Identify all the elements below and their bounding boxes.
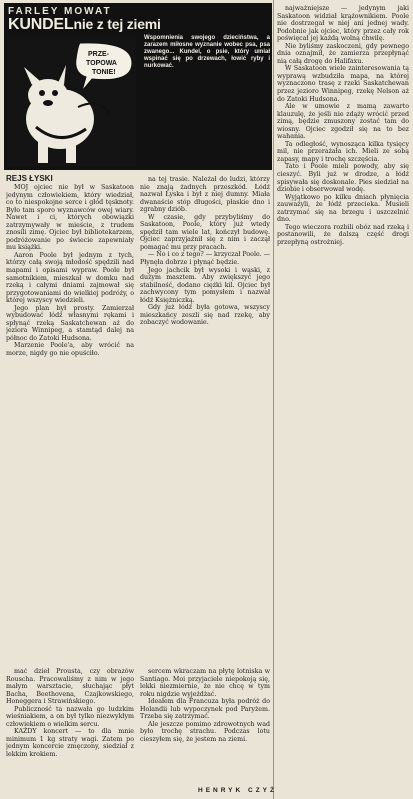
paragraph: Publiczność ta nazwała go ludzkim wieśniakiem, a on był tylko niezwykłym człowiekiem o wielkim sercu.: [6, 705, 134, 728]
bubble-line-3: TONIE!: [92, 69, 116, 76]
paragraph: Aaron Poole był jednym z tych, którzy całą swoją młodość spędzili nad mapami i opisami wypraw. Poole był samotnikiem, mieszkał w domku nad rzeką i całymi dniami zajmował się przygotowaniami do wielkiej podróży, o której wszyscy wiedzieli.: [6, 251, 134, 305]
title-rest: nie z tej ziemi: [73, 16, 161, 32]
article-header: [4, 3, 272, 170]
paragraph: — No i co z tego? — krzyczał Poole. — Płynęła dobrze i płynąć będzie.: [140, 251, 270, 267]
paragraph: na tej trasie. Należał do ludzi, którzy nie znają żadnych przeszkód. Łódź nazwał Łyska i był z niej dumny. Miała dwanaście stóp długości, płaskie dno i zgrabny dziób.: [140, 176, 270, 214]
bottom-text-column-2: [140, 668, 270, 788]
article-title: [8, 16, 161, 34]
paragraph: Nie byliśmy zaskoczeni, gdy pewnego dnia oznajmił, że zamierza przepłynąć nią całą drogę do Halifaxu.: [277, 42, 409, 65]
paragraph: Jego jachcik był wysoki i wąski, z dużym masztem. Aby zwiększyć jego stabilność, dodano ciężki kil. Ojciec był zachwycony tym pomysłem i nazwał łódź Księżniczką.: [140, 266, 270, 304]
title-big: KUNDEL: [8, 16, 74, 33]
paragraph: Ale jeszcze pomimo zdrowotnych wad było trochę strachu. Podczas lotu cieszyłem się, że jestem na ziemi.: [140, 720, 270, 743]
paragraph: Tego wieczora rozbili obóz nad rzeką i postanowili, że dalszą część drogi przepłyną ostrożniej.: [277, 223, 409, 246]
bottom-text-column-1: [6, 668, 134, 796]
paragraph: Ideałem dla Francuza była podróż do Holandii lub wypoczynek pod Paryżem. Trzeba się zatrzymać.: [140, 698, 270, 721]
paragraph: Tato i Poole mieli powody, aby się cieszyć. Byli już w drodze, a łódź spisywała się doskonale. Pies siedział na dziobie i obserwował wodę.: [277, 163, 409, 194]
text-column-2: [140, 176, 270, 664]
paragraph: W Saskatoon wiele zainteresowania tą wyprawą wzbudziła mapa, na której wyznaczono trasę z rzeki Saskatchewan przez jezioro Winnipeg, rzekę Nelson aż do Zatoki Hudsona.: [277, 65, 409, 103]
dog-illustration: [8, 37, 136, 167]
bubble-line-1: PRZE-: [88, 51, 109, 58]
paragraph: Ta odległość, wynosząca kilka tysięcy mil, nie przerażała ich. Mieli ze sobą zapasy, mapy i trochę szczęścia.: [277, 140, 409, 163]
bubble-line-2: TOPOWA: [86, 60, 117, 67]
text-column-3: [277, 5, 409, 795]
paragraph: mać dzieł Prousta, czy obrazów Rouscha. Pracowaliśmy z nim w jego małym warsztacie, słuchając płyt Bacha, Beethovena, Czajkowskiego, Honeggera i Strawińskiego.: [6, 668, 134, 706]
column-divider: [273, 0, 274, 799]
author-name: FARLEY MOWAT: [8, 6, 112, 17]
paragraph: MÓJ ojciec nie był w Saskatoon jedynym człowiekiem, który wiedział, co to niespokojne serce i głód tęsknoty. Było tam sporo wyznawców owej wiary. Nawet i ci, których obowiązki zatrzymywały w mieście, z trudem znosili zimę. Ojciec był bibliotekarzem, podróżowanie po świecie zapewniały mu książki.: [6, 184, 134, 252]
paragraph: KAŻDY koncert — to dla mnie minimum 1 kg straty wagi. Zatem po jednym koncercie zmęczony, siedział z lekkim krokiem.: [6, 728, 134, 759]
paragraph: Ale w umowie z mamą zawarto klauzulę, że jeśli nie zdąży wrócić przed zimą, będzie zmuszony zostać tam do wiosny. Ojciec zgodził się na to bez wahania.: [277, 103, 409, 141]
paragraph: Gdy już łódź była gotowa, wszyscy mieszkańcy zeszli się nad rzekę, aby zobaczyć wodowanie.: [140, 304, 270, 327]
text-column-1: [6, 184, 134, 664]
article-lead: Wspomnienia swojego dzieciństwa, a zarazem miłosne wyznanie wobec psa, psa zwanego... Kundel, o psie, który umiał wspinać się po drzewach, łowić ryby i nurkować.: [144, 35, 270, 69]
author-signature: HENRYK CZYŻ: [198, 787, 277, 794]
paragraph: W czasie, gdy przybyliśmy do Saskatoon, Poole, który już wtedy spędził tam wiele lat, kończył budowę. Ojciec zaprzyjaźnił się z nim i zaczął pomagać mu przy pracach.: [140, 213, 270, 251]
paragraph: Jego plan był prosty. Zamierzał wybudować łódź własnymi rękami i spłynąć rzeką Saskatchewan aż do jeziora Winnipeg, a stamtąd dalej na północ do Zatoki Hudsona.: [6, 304, 134, 342]
paragraph: Marzenie Poole'a, aby wrócić na morze, nigdy go nie opuściło.: [6, 342, 134, 358]
paragraph: najważniejsze — jedynym jaki Saskatoon widział krążownikiem. Poole nie dostrzegał w niej ani jednej wady. Podobnie jak ojciec, który przez cały rok poświęcał jej każdą wolną chwilę.: [277, 5, 409, 43]
section-title: REJS ŁYSKI: [6, 174, 53, 183]
paragraph: sercem wkraczam na płytę lotniska w Santiago. Moi przyjaciele niepokoją się, lekki niezmiernie, że nie chcę w tym roku nigdzie wyjeżdżać.: [140, 668, 270, 698]
paragraph: Wyjątkowo po kilku dniach płynięcia zauważyli, że łódź przecieka. Musieli zatrzymać się na brzegu i uszczelnić dno.: [277, 193, 409, 224]
